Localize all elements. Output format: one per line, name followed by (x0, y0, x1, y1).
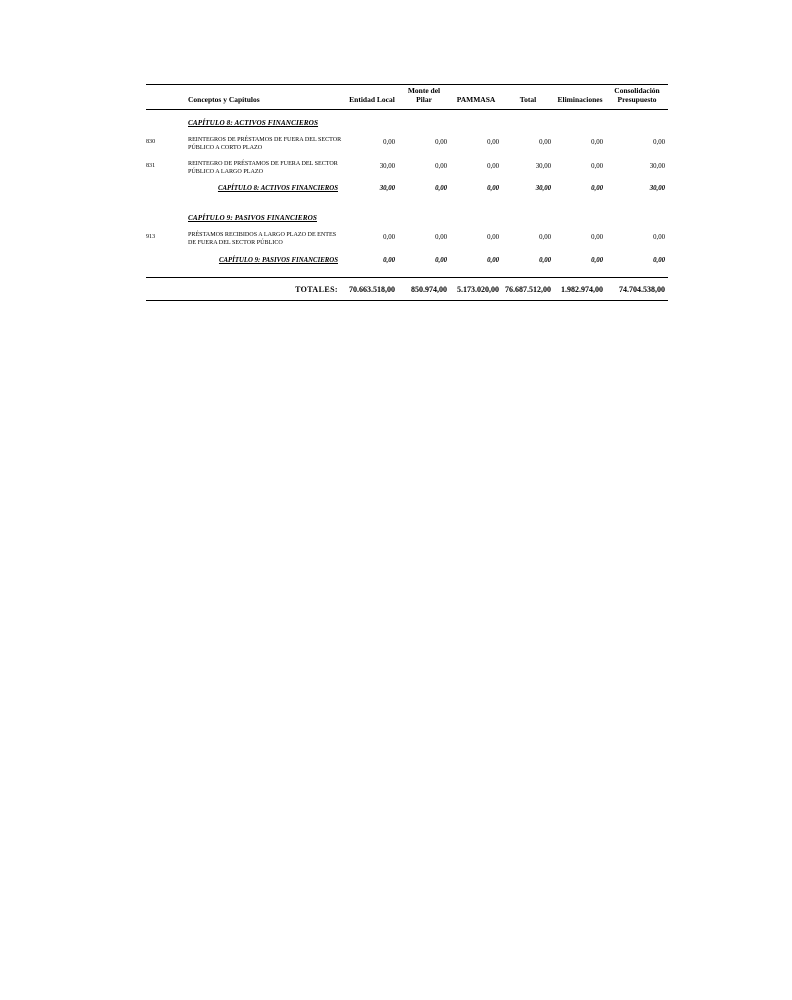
subtotal-total: 0,00 (539, 256, 551, 264)
totals-eliminaciones: 1.982.974,00 (554, 277, 606, 300)
header-cell-desc: Conceptos y Capítulos (186, 85, 346, 110)
header-cell-consolidacion: Consolidación Presupuesto (606, 85, 668, 110)
subtotal-label-chapter-8: CAPÍTULO 8: ACTIVOS FINANCIEROS (217, 185, 338, 193)
row-pammasa: 0,00 (487, 234, 499, 242)
section-title-spacer (146, 205, 186, 226)
totals-label: TOTALES: (186, 277, 346, 300)
budget-sheet (146, 84, 665, 301)
row-description: REINTEGROS DE PRÉSTAMOS DE FUERA DEL SECTOR PÚBLICO A CORTO PLAZO (188, 137, 342, 152)
section-title-spacer (146, 110, 186, 132)
row-code: 913 (146, 234, 156, 241)
subtotal-code-spacer (146, 250, 186, 267)
row-pammasa: 0,00 (487, 162, 499, 170)
row-code: 831 (146, 162, 156, 169)
totals-entidad-local: 70.663.518,00 (346, 277, 398, 300)
row-entidad-local: 0,00 (383, 139, 395, 147)
subtotal-monte-del-pilar: 0,00 (435, 256, 447, 264)
row-consolidacion: 0,00 (653, 234, 665, 242)
header-cell-eliminaciones: Eliminaciones (554, 85, 606, 110)
section-subtotal-row (146, 178, 668, 195)
subtotal-consolidacion: 0,00 (653, 256, 665, 264)
row-total: 0,00 (539, 139, 551, 147)
row-monte-del-pilar: 0,00 (435, 234, 447, 242)
table-row (146, 131, 668, 154)
row-consolidacion: 30,00 (649, 162, 665, 170)
section-title-chapter-9: CAPÍTULO 9: PASIVOS FINANCIEROS (188, 214, 317, 223)
row-entidad-local: 30,00 (379, 162, 395, 170)
subtotal-code-spacer (146, 178, 186, 195)
row-eliminaciones: 0,00 (591, 162, 603, 170)
section-title-row (146, 110, 668, 132)
totals-total: 76.687.512,00 (502, 277, 554, 300)
subtotal-total: 30,00 (535, 185, 551, 193)
subtotal-entidad-local: 30,00 (379, 185, 395, 193)
row-eliminaciones: 0,00 (591, 139, 603, 147)
row-consolidacion: 0,00 (653, 139, 665, 147)
header-cell-pammasa: PAMMASA (450, 85, 502, 110)
row-description: PRÉSTAMOS RECIBIDOS A LARGO PLAZO DE ENTES DE FUERA DEL SECTOR PÚBLICO (188, 232, 337, 247)
subtotal-consolidacion: 30,00 (649, 185, 665, 193)
row-pammasa: 0,00 (487, 139, 499, 147)
section-subtotal-row (146, 250, 668, 267)
subtotal-pammasa: 0,00 (487, 256, 499, 264)
header-cell-total: Total (502, 85, 554, 110)
subtotal-pammasa: 0,00 (487, 185, 499, 193)
table-row (146, 155, 668, 178)
section-title-row (146, 205, 668, 226)
row-eliminaciones: 0,00 (591, 234, 603, 242)
row-description: REINTEGRO DE PRÉSTAMOS DE FUERA DEL SECTOR PÚBLICO A LARGO PLAZO (188, 160, 338, 175)
section-spacer (146, 195, 668, 205)
row-monte-del-pilar: 0,00 (435, 162, 447, 170)
header-cell-entidad: Entidad Local (346, 85, 398, 110)
totals-spacer (146, 267, 668, 278)
subtotal-eliminaciones: 0,00 (591, 185, 603, 193)
row-monte-del-pilar: 0,00 (435, 139, 447, 147)
subtotal-label-chapter-9: CAPÍTULO 9: PASIVOS FINANCIEROS (218, 256, 338, 264)
row-entidad-local: 0,00 (383, 234, 395, 242)
header-cell-code (146, 85, 186, 110)
row-total: 0,00 (539, 234, 551, 242)
totals-monte-del-pilar: 850.974,00 (398, 277, 450, 300)
totals-pammasa: 5.173.020,00 (450, 277, 502, 300)
row-total: 30,00 (535, 162, 551, 170)
budget-table (146, 84, 668, 301)
subtotal-monte-del-pilar: 0,00 (435, 185, 447, 193)
table-row (146, 226, 668, 249)
subtotal-entidad-local: 0,00 (383, 256, 395, 264)
totals-consolidacion: 74.704.538,00 (606, 277, 668, 300)
subtotal-eliminaciones: 0,00 (591, 256, 603, 264)
section-title-chapter-8: CAPÍTULO 8: ACTIVOS FINANCIEROS (188, 119, 319, 128)
header-cell-monte: Monte del Pilar (398, 85, 450, 110)
row-code: 830 (146, 139, 156, 146)
totals-row (146, 277, 668, 300)
table-header-row (146, 85, 668, 110)
totals-code-spacer (146, 277, 186, 300)
